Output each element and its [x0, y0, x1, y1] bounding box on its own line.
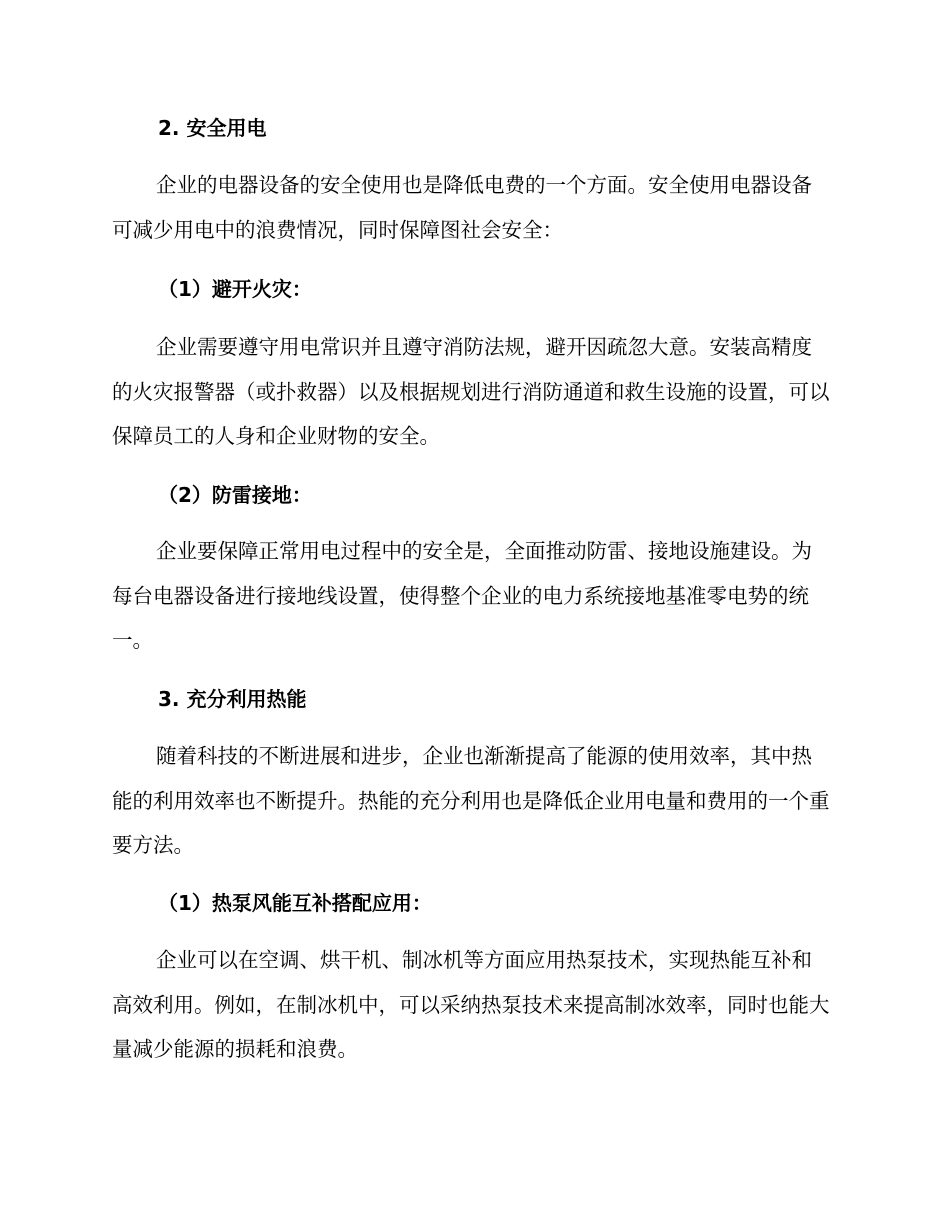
section-heading-2: 2. 安全用电 [158, 116, 267, 140]
fire-paragraph: 企业需要遵守用电常识并且遵守消防法规，避开因疏忽大意。安装高精度的火灾报警器（或扑救器）以及根据规划进行消防通道和救生设施的设置，可以保障员工的人身和企业财物的安全。 [112, 335, 830, 448]
subheading-lightning: （2）防雷接地： [158, 483, 312, 507]
section-2-intro: 企业的电器设备的安全使用也是降低电费的一个方面。安全使用电器设备可减少用电中的浪费情况，同时保障图社会安全： [112, 173, 812, 242]
heat-pump-paragraph: 企业可以在空调、烘干机、制冰机等方面应用热泵技术，实现热能互补和高效利用。例如，在制冰机中，可以采纳热泵技术来提高制冰效率，同时也能大量减少能源的损耗和浪费。 [112, 948, 830, 1061]
section-heading-3: 3. 充分利用热能 [158, 687, 307, 711]
section-3-intro: 随着科技的不断进展和进步，企业也渐渐提高了能源的使用效率，其中热能的利用效率也不断提升。热能的充分利用也是降低企业用电量和费用的一个重要方法。 [112, 744, 830, 857]
subheading-fire: （1）避开火灾： [158, 277, 312, 301]
subheading-heat-pump: （1）热泵风能互补搭配应用： [158, 891, 432, 915]
lightning-paragraph: 企业要保障正常用电过程中的安全是，全面推动防雷、接地设施建设。为每台电器设备进行接地线设置，使得整个企业的电力系统接地基准零电势的统一。 [112, 539, 812, 652]
